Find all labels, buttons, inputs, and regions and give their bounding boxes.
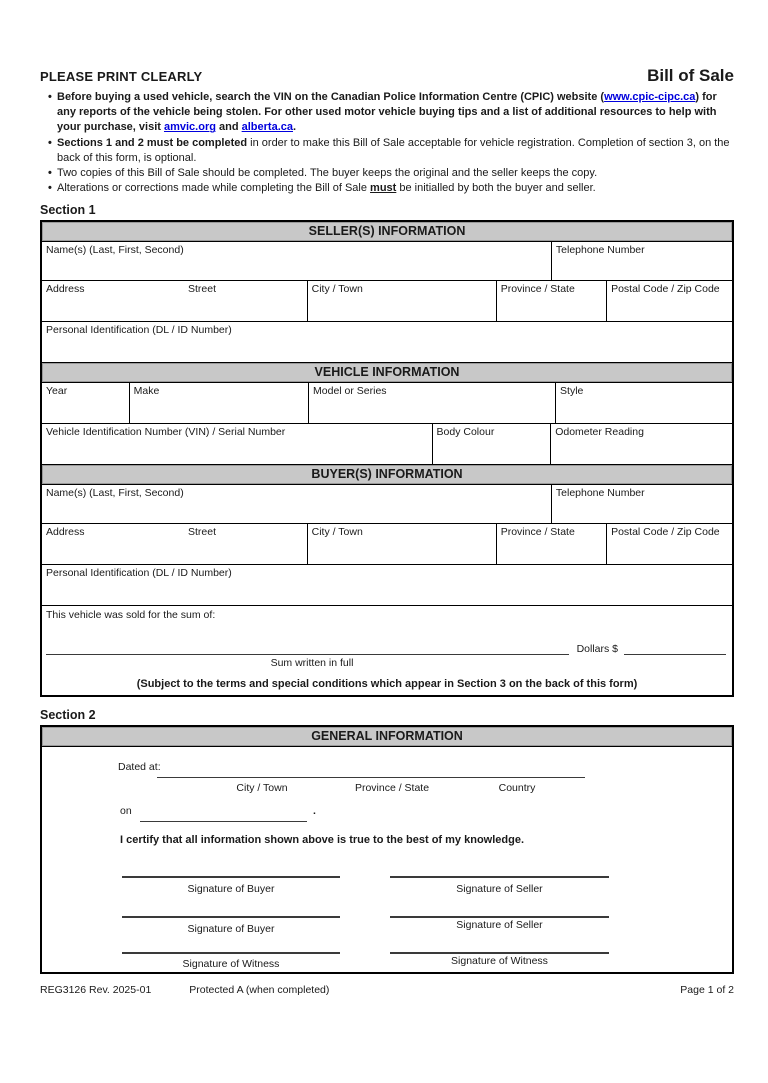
vehicle-model-field[interactable] — [309, 383, 556, 423]
witness-signature-caption-right: Signature of Witness — [451, 955, 548, 968]
bullet4-text — [57, 181, 734, 196]
bullet-dot-icon: • — [48, 136, 52, 149]
vehicle-vin-label: Vehicle Identification Number (VIN) / Serial Number — [46, 426, 286, 439]
vehicle-style-label: Style — [560, 385, 584, 398]
vehicle-make-label: Make — [133, 385, 160, 398]
on-period: . — [313, 805, 316, 818]
form-content — [40, 66, 734, 974]
vehicle-information-header: VEHICLE INFORMATION — [42, 362, 732, 383]
bullet2-bold: Sections 1 and 2 must be completed — [57, 136, 248, 149]
list-item — [40, 166, 734, 181]
buyer-id-row — [42, 565, 732, 606]
sum-written-input-line[interactable] — [46, 643, 569, 655]
vehicle-body-colour-field[interactable] — [433, 424, 552, 464]
buyer-street-label: Street — [188, 526, 217, 539]
seller-city-field[interactable] — [308, 281, 497, 321]
seller-address-label: Address — [46, 283, 85, 296]
page-number: Page 1 of 2 — [680, 984, 734, 996]
list-item — [40, 181, 734, 196]
bullet4-post: be initialled by both the buyer and seller. — [396, 182, 596, 195]
buyer-street-field[interactable] — [42, 524, 308, 564]
buyer-province-field[interactable] — [497, 524, 607, 564]
vehicle-make-field[interactable] — [130, 383, 309, 423]
seller-postal-label: Postal Code / Zip Code — [611, 283, 720, 296]
seller-province-label: Province / State — [500, 283, 575, 296]
dated-province-caption: Province / State — [354, 782, 430, 795]
seller-telephone-field[interactable] — [552, 242, 732, 280]
buyer-information-header: BUYER(S) INFORMATION — [42, 464, 732, 485]
sum-written-caption: Sum written in full — [270, 657, 354, 670]
bullet-dot-icon: • — [48, 91, 52, 103]
seller-signature-caption-2: Signature of Seller — [456, 919, 543, 932]
bullet4-must: must — [370, 182, 397, 195]
alberta-link[interactable]: alberta.ca — [241, 121, 293, 134]
page-title: Bill of Sale — [647, 66, 734, 85]
seller-name-field[interactable] — [42, 242, 552, 280]
bullet1-pre: Before buying a used vehicle, search the VIN on the Canadian Police Information Centre (CPIC) website ( — [57, 91, 605, 103]
buyer-signature-line-2[interactable] — [122, 905, 340, 918]
bullet1-and: and — [215, 121, 242, 134]
seller-street-label: Street — [188, 283, 217, 296]
buyer-name-label: Name(s) (Last, First, Second) — [46, 487, 184, 500]
bullet3-text: Two copies of this Bill of Sale should be completed. The buyer keeps the original and the seller keeps the copy. — [57, 167, 598, 180]
buyer-telephone-label: Telephone Number — [555, 487, 645, 500]
seller-signature-line-1[interactable] — [390, 865, 609, 878]
protected-note: Protected A (when completed) — [189, 984, 330, 996]
buyer-city-field[interactable] — [308, 524, 497, 564]
buyer-name-row — [42, 485, 732, 524]
buyer-city-label: City / Town — [311, 526, 363, 539]
seller-signature-caption-1: Signature of Seller — [456, 883, 543, 896]
page-footer — [40, 984, 734, 996]
bullet1-text — [57, 90, 734, 136]
bullet-dot-icon: • — [48, 167, 52, 180]
dated-country-caption: Country — [498, 782, 536, 795]
print-clearly-heading: PLEASE PRINT CLEARLY — [40, 69, 203, 84]
seller-signature-line-2[interactable] — [390, 905, 609, 918]
witness-signature-line-right[interactable] — [390, 941, 609, 954]
section2-table — [40, 725, 734, 974]
vehicle-style-field[interactable] — [556, 383, 732, 423]
bullet1-end: . — [293, 121, 297, 134]
buyer-signature-caption-1: Signature of Buyer — [187, 883, 275, 896]
seller-information-header: SELLER(S) INFORMATION — [42, 222, 732, 242]
date-input-line[interactable] — [140, 805, 307, 822]
section2-label: Section 2 — [40, 708, 96, 723]
seller-telephone-label: Telephone Number — [555, 244, 645, 257]
bullet2-rest: in order to make this Bill of Sale acceptable for vehicle registration. Completion of section 3, on the back of this form, is optional. — [57, 136, 730, 164]
seller-name-label: Name(s) (Last, First, Second) — [46, 244, 184, 257]
vehicle-body-colour-label: Body Colour — [436, 426, 495, 439]
vehicle-year-field[interactable] — [42, 383, 130, 423]
buyer-name-field[interactable] — [42, 485, 552, 523]
dated-city-caption: City / Town — [236, 782, 288, 795]
title-row — [40, 66, 734, 86]
seller-address-row — [42, 281, 732, 322]
seller-city-label: City / Town — [311, 283, 363, 296]
buyer-address-label: Address — [46, 526, 85, 539]
sum-label: This vehicle was sold for the sum of: — [46, 609, 216, 622]
vehicle-vin-row — [42, 424, 732, 464]
vehicle-vin-field[interactable] — [42, 424, 433, 464]
vehicle-main-row — [42, 383, 732, 424]
buyer-telephone-field[interactable] — [552, 485, 732, 523]
dollars-label: Dollars $ — [576, 643, 618, 656]
buyer-personal-id-field[interactable] — [42, 565, 732, 605]
dated-at-input-line[interactable] — [157, 761, 585, 778]
buyer-personal-id-label: Personal Identification (DL / ID Number) — [46, 567, 232, 580]
vehicle-model-label: Model or Series — [313, 385, 387, 398]
general-information-header: GENERAL INFORMATION — [42, 727, 732, 747]
sum-line-row — [46, 643, 728, 655]
buyer-postal-field[interactable] — [607, 524, 732, 564]
buyer-postal-label: Postal Code / Zip Code — [611, 526, 720, 539]
seller-personal-id-field[interactable] — [42, 322, 732, 362]
bullet2-text — [57, 136, 734, 166]
instructions-list — [40, 90, 734, 196]
vehicle-year-label: Year — [46, 385, 68, 398]
buyer-province-label: Province / State — [500, 526, 575, 539]
on-label: on — [120, 805, 132, 818]
list-item — [40, 136, 734, 166]
section1-table — [40, 220, 734, 697]
buyer-signature-line-1[interactable] — [122, 865, 340, 878]
witness-signature-line-left[interactable] — [122, 941, 340, 954]
general-information-content — [42, 747, 732, 972]
section1-label: Section 1 — [40, 203, 96, 218]
bullet1-mid: ) for any reports of the vehicle being stolen. For other used motor vehicle buying tips and a list of additional resources to help with your purchase, visit — [57, 91, 717, 134]
dollars-amount-input-line[interactable] — [624, 643, 726, 655]
certify-statement: I certify that all information shown above is true to the best of my knowledge. — [120, 834, 525, 847]
witness-signature-caption-left: Signature of Witness — [182, 958, 280, 971]
bullet4-pre: Alterations or corrections made while completing the Bill of Sale — [57, 182, 371, 195]
seller-name-row — [42, 242, 732, 281]
seller-personal-id-label: Personal Identification (DL / ID Number) — [46, 324, 232, 337]
subject-terms-note: (Subject to the terms and special conditions which appear in Section 3 on the back of this form) — [136, 678, 638, 691]
seller-postal-field[interactable] — [607, 281, 732, 321]
dated-at-label: Dated at: — [118, 761, 161, 774]
seller-street-field[interactable] — [42, 281, 308, 321]
list-item — [40, 90, 734, 136]
buyer-address-row — [42, 524, 732, 565]
form-number: REG3126 Rev. 2025-01 — [40, 984, 152, 996]
vehicle-odometer-label: Odometer Reading — [555, 426, 644, 439]
sale-sum-block — [42, 606, 732, 695]
bullet-dot-icon: • — [48, 182, 52, 195]
seller-id-row — [42, 322, 732, 362]
amvic-link[interactable]: amvic.org — [163, 121, 216, 134]
buyer-signature-caption-2: Signature of Buyer — [187, 923, 275, 936]
vehicle-odometer-field[interactable] — [551, 424, 732, 464]
cpic-link[interactable]: www.cpic-cipc.ca — [604, 91, 696, 103]
seller-province-field[interactable] — [497, 281, 607, 321]
